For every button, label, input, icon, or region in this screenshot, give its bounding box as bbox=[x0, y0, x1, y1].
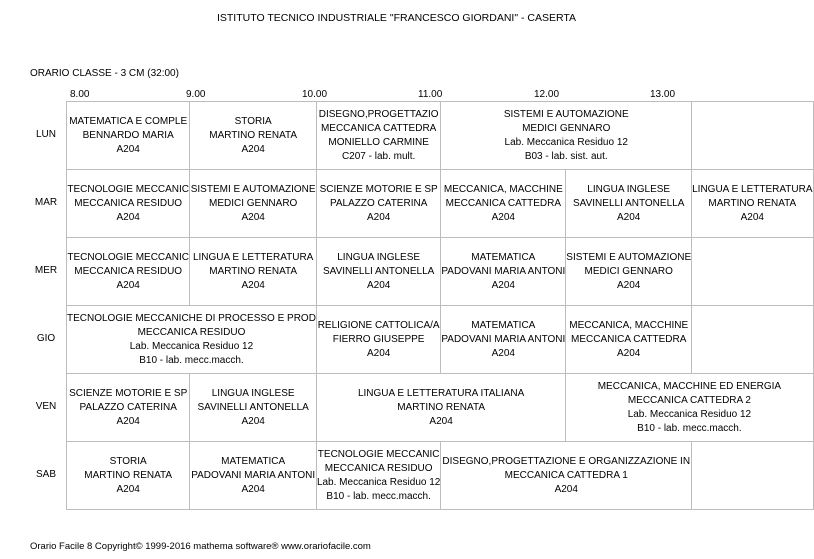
lesson-line: A204 bbox=[617, 279, 641, 291]
empty-slot bbox=[692, 238, 813, 306]
lesson-line: B10 - lab. mecc.macch. bbox=[139, 354, 244, 366]
lesson-line: LINGUA E LETTERATURA bbox=[692, 183, 813, 195]
lesson-line: MATEMATICA bbox=[471, 319, 536, 331]
lesson-line: A204 bbox=[429, 415, 453, 427]
schedule-row-mer bbox=[67, 238, 814, 306]
empty-slot bbox=[692, 306, 813, 374]
lesson-cell bbox=[190, 170, 317, 238]
lesson-line: A204 bbox=[116, 143, 140, 155]
lesson-line: SAVINELLI ANTONELLA bbox=[197, 401, 309, 413]
lesson-line: TECNOLOGIE MECCANIC bbox=[67, 183, 190, 195]
lesson-line: Lab. Meccanica Residuo 12 bbox=[316, 476, 441, 488]
lesson-line: LINGUA INGLESE bbox=[211, 387, 295, 399]
schedule-row-ven bbox=[67, 374, 814, 442]
lesson-line: A204 bbox=[366, 279, 391, 291]
lesson-line: MARTINO RENATA bbox=[84, 469, 173, 481]
lesson-line: A204 bbox=[366, 347, 391, 359]
lesson-cell bbox=[441, 102, 692, 170]
lesson-line: TECNOLOGIE MECCANICHE DI PROCESSO E PROD bbox=[67, 312, 316, 324]
lesson-cell bbox=[566, 306, 692, 374]
lesson-cell bbox=[316, 442, 440, 510]
day-label-mer: MER bbox=[34, 265, 58, 276]
lesson-line: A204 bbox=[491, 347, 515, 359]
school-title: ISTITUTO TECNICO INDUSTRIALE "FRANCESCO GIORDANI" - CASERTA bbox=[216, 12, 577, 24]
lesson-line: MARTINO RENATA bbox=[397, 401, 485, 413]
lesson-line: A204 bbox=[241, 211, 265, 223]
lesson-line: MONIELLO CARMINE bbox=[328, 136, 429, 148]
lesson-cell bbox=[441, 306, 566, 374]
lesson-cell bbox=[67, 170, 190, 238]
footer-copyright: Orario Facile 8 Copyright© 1999-2016 mathema software® www.orariofacile.com bbox=[30, 541, 371, 552]
time-label: 9.00 bbox=[186, 89, 206, 100]
time-label: 8.00 bbox=[70, 89, 90, 100]
lesson-line: A204 bbox=[491, 211, 515, 223]
lesson-line: B03 - lab. sist. aut. bbox=[524, 150, 608, 162]
lesson-line: MECCANICA, MACCHINE bbox=[443, 183, 563, 195]
lesson-line: MATEMATICA E COMPLE bbox=[69, 115, 188, 127]
lesson-cell bbox=[566, 238, 692, 306]
lesson-line: DISEGNO,PROGETTAZIONE E ORGANIZZAZIONE IN bbox=[442, 455, 691, 467]
lesson-line: SISTEMI E AUTOMAZIONE bbox=[190, 183, 316, 195]
class-label: ORARIO CLASSE - 3 CM (32:00) bbox=[30, 68, 179, 79]
time-label: 13.00 bbox=[650, 89, 676, 100]
lesson-cell bbox=[316, 306, 440, 374]
day-label-mar: MAR bbox=[34, 197, 58, 208]
lesson-cell bbox=[566, 374, 813, 442]
lesson-line: MECCANICA CATTEDRA 1 bbox=[504, 469, 628, 481]
lesson-line: A204 bbox=[116, 483, 140, 495]
lesson-line: MECCANICA RESIDUO bbox=[74, 265, 183, 277]
lesson-line: A204 bbox=[241, 279, 265, 291]
lesson-cell bbox=[441, 238, 566, 306]
lesson-line: BENNARDO MARIA bbox=[82, 129, 174, 141]
lesson-line: MEDICI GENNARO bbox=[584, 265, 673, 277]
day-label-lun: LUN bbox=[35, 129, 56, 140]
lesson-line: RELIGIONE CATTOLICA/A bbox=[317, 319, 440, 331]
lesson-cell bbox=[190, 102, 317, 170]
lesson-line: A204 bbox=[740, 211, 764, 223]
lesson-line: MECCANICA, MACCHINE ED ENERGIA bbox=[597, 380, 782, 392]
time-label: 10.00 bbox=[302, 89, 328, 100]
lesson-line: PADOVANI MARIA ANTONI bbox=[441, 265, 566, 277]
lesson-cell bbox=[692, 170, 813, 238]
lesson-line: A204 bbox=[491, 279, 515, 291]
lesson-line: TECNOLOGIE MECCANIC bbox=[317, 448, 440, 460]
lesson-line: LINGUA E LETTERATURA bbox=[192, 251, 314, 263]
schedule-row-lun bbox=[67, 102, 814, 170]
lesson-line: MECCANICA CATTEDRA bbox=[571, 333, 687, 345]
lesson-line: SAVINELLI ANTONELLA bbox=[573, 197, 685, 209]
lesson-line: A204 bbox=[366, 211, 391, 223]
lesson-cell bbox=[316, 170, 440, 238]
lesson-line: SAVINELLI ANTONELLA bbox=[322, 265, 435, 277]
lesson-line: SISTEMI E AUTOMAZIONE bbox=[566, 251, 692, 263]
lesson-cell bbox=[67, 102, 190, 170]
lesson-line: MARTINO RENATA bbox=[209, 129, 298, 141]
lesson-line: SCIENZE MOTORIE E SP bbox=[69, 387, 188, 399]
lesson-line: MECCANICA CATTEDRA bbox=[445, 197, 562, 209]
lesson-cell bbox=[566, 170, 692, 238]
lesson-line: Lab. Meccanica Residuo 12 bbox=[129, 340, 254, 352]
empty-slot bbox=[692, 442, 813, 510]
timetable-grid bbox=[66, 101, 814, 510]
lesson-line: PADOVANI MARIA ANTONI bbox=[441, 333, 566, 345]
lesson-line: MECCANICA RESIDUO bbox=[137, 326, 246, 338]
lesson-cell bbox=[190, 374, 317, 442]
lesson-cell bbox=[67, 238, 190, 306]
day-label-gio: GIO bbox=[36, 333, 56, 344]
day-label-sab: SAB bbox=[35, 469, 56, 480]
time-label: 11.00 bbox=[418, 89, 443, 100]
lesson-line: Lab. Meccanica Residuo 12 bbox=[627, 408, 752, 420]
lesson-line: A204 bbox=[116, 211, 140, 223]
lesson-line: PADOVANI MARIA ANTONI bbox=[191, 469, 316, 481]
lesson-line: A204 bbox=[617, 211, 641, 223]
day-label-ven: VEN bbox=[35, 401, 57, 412]
lesson-cell bbox=[316, 102, 440, 170]
lesson-line: A204 bbox=[116, 279, 140, 291]
lesson-cell bbox=[67, 374, 190, 442]
lesson-line: A204 bbox=[241, 415, 265, 427]
lesson-cell bbox=[316, 374, 565, 442]
lesson-line: LINGUA INGLESE bbox=[337, 251, 421, 263]
lesson-line: A204 bbox=[554, 483, 578, 495]
lesson-line: MECCANICA CATTEDRA bbox=[320, 122, 437, 134]
lesson-line: B10 - lab. mecc.macch. bbox=[637, 422, 742, 434]
lesson-line: MATEMATICA bbox=[221, 455, 286, 467]
lesson-line: A204 bbox=[116, 415, 140, 427]
lesson-cell bbox=[441, 170, 566, 238]
lesson-line: STORIA bbox=[109, 455, 147, 467]
lesson-line: A204 bbox=[241, 483, 265, 495]
schedule-row-mar bbox=[67, 170, 814, 238]
lesson-line: LINGUA E LETTERATURA ITALIANA bbox=[357, 387, 525, 399]
schedule-row-gio bbox=[67, 306, 814, 374]
lesson-cell bbox=[441, 442, 692, 510]
lesson-line: LINGUA INGLESE bbox=[587, 183, 671, 195]
lesson-line: B10 - lab. mecc.macch. bbox=[326, 490, 431, 502]
lesson-cell bbox=[67, 442, 190, 510]
lesson-cell bbox=[190, 442, 317, 510]
lesson-line: DISEGNO,PROGETTAZIO bbox=[318, 108, 439, 120]
lesson-cell bbox=[316, 238, 440, 306]
lesson-line: MEDICI GENNARO bbox=[208, 197, 298, 209]
lesson-line: FIERRO GIUSEPPE bbox=[332, 333, 425, 345]
lesson-line: Lab. Meccanica Residuo 12 bbox=[504, 136, 628, 148]
lesson-line: C207 - lab. mult. bbox=[341, 150, 416, 162]
lesson-line: MARTINO RENATA bbox=[209, 265, 298, 277]
lesson-cell bbox=[67, 306, 317, 374]
lesson-line: PALAZZO CATERINA bbox=[79, 401, 177, 413]
lesson-line: A204 bbox=[241, 143, 265, 155]
time-label: 12.00 bbox=[534, 89, 560, 100]
schedule-row-sab bbox=[67, 442, 814, 510]
lesson-line: MARTINO RENATA bbox=[708, 197, 797, 209]
lesson-line: PALAZZO CATERINA bbox=[329, 197, 428, 209]
lesson-line: STORIA bbox=[234, 115, 272, 127]
lesson-line: A204 bbox=[617, 347, 641, 359]
lesson-cell bbox=[190, 238, 317, 306]
lesson-line: MECCANICA RESIDUO bbox=[324, 462, 433, 474]
lesson-line: MECCANICA, MACCHINE bbox=[569, 319, 689, 331]
lesson-line: TECNOLOGIE MECCANIC bbox=[67, 251, 190, 263]
lesson-line: SISTEMI E AUTOMAZIONE bbox=[503, 108, 629, 120]
empty-slot bbox=[692, 102, 813, 170]
lesson-line: MATEMATICA bbox=[471, 251, 536, 263]
lesson-line: SCIENZE MOTORIE E SP bbox=[319, 183, 438, 195]
lesson-line: MECCANICA CATTEDRA 2 bbox=[627, 394, 751, 406]
lesson-line: MEDICI GENNARO bbox=[522, 122, 611, 134]
lesson-line: MECCANICA RESIDUO bbox=[74, 197, 183, 209]
